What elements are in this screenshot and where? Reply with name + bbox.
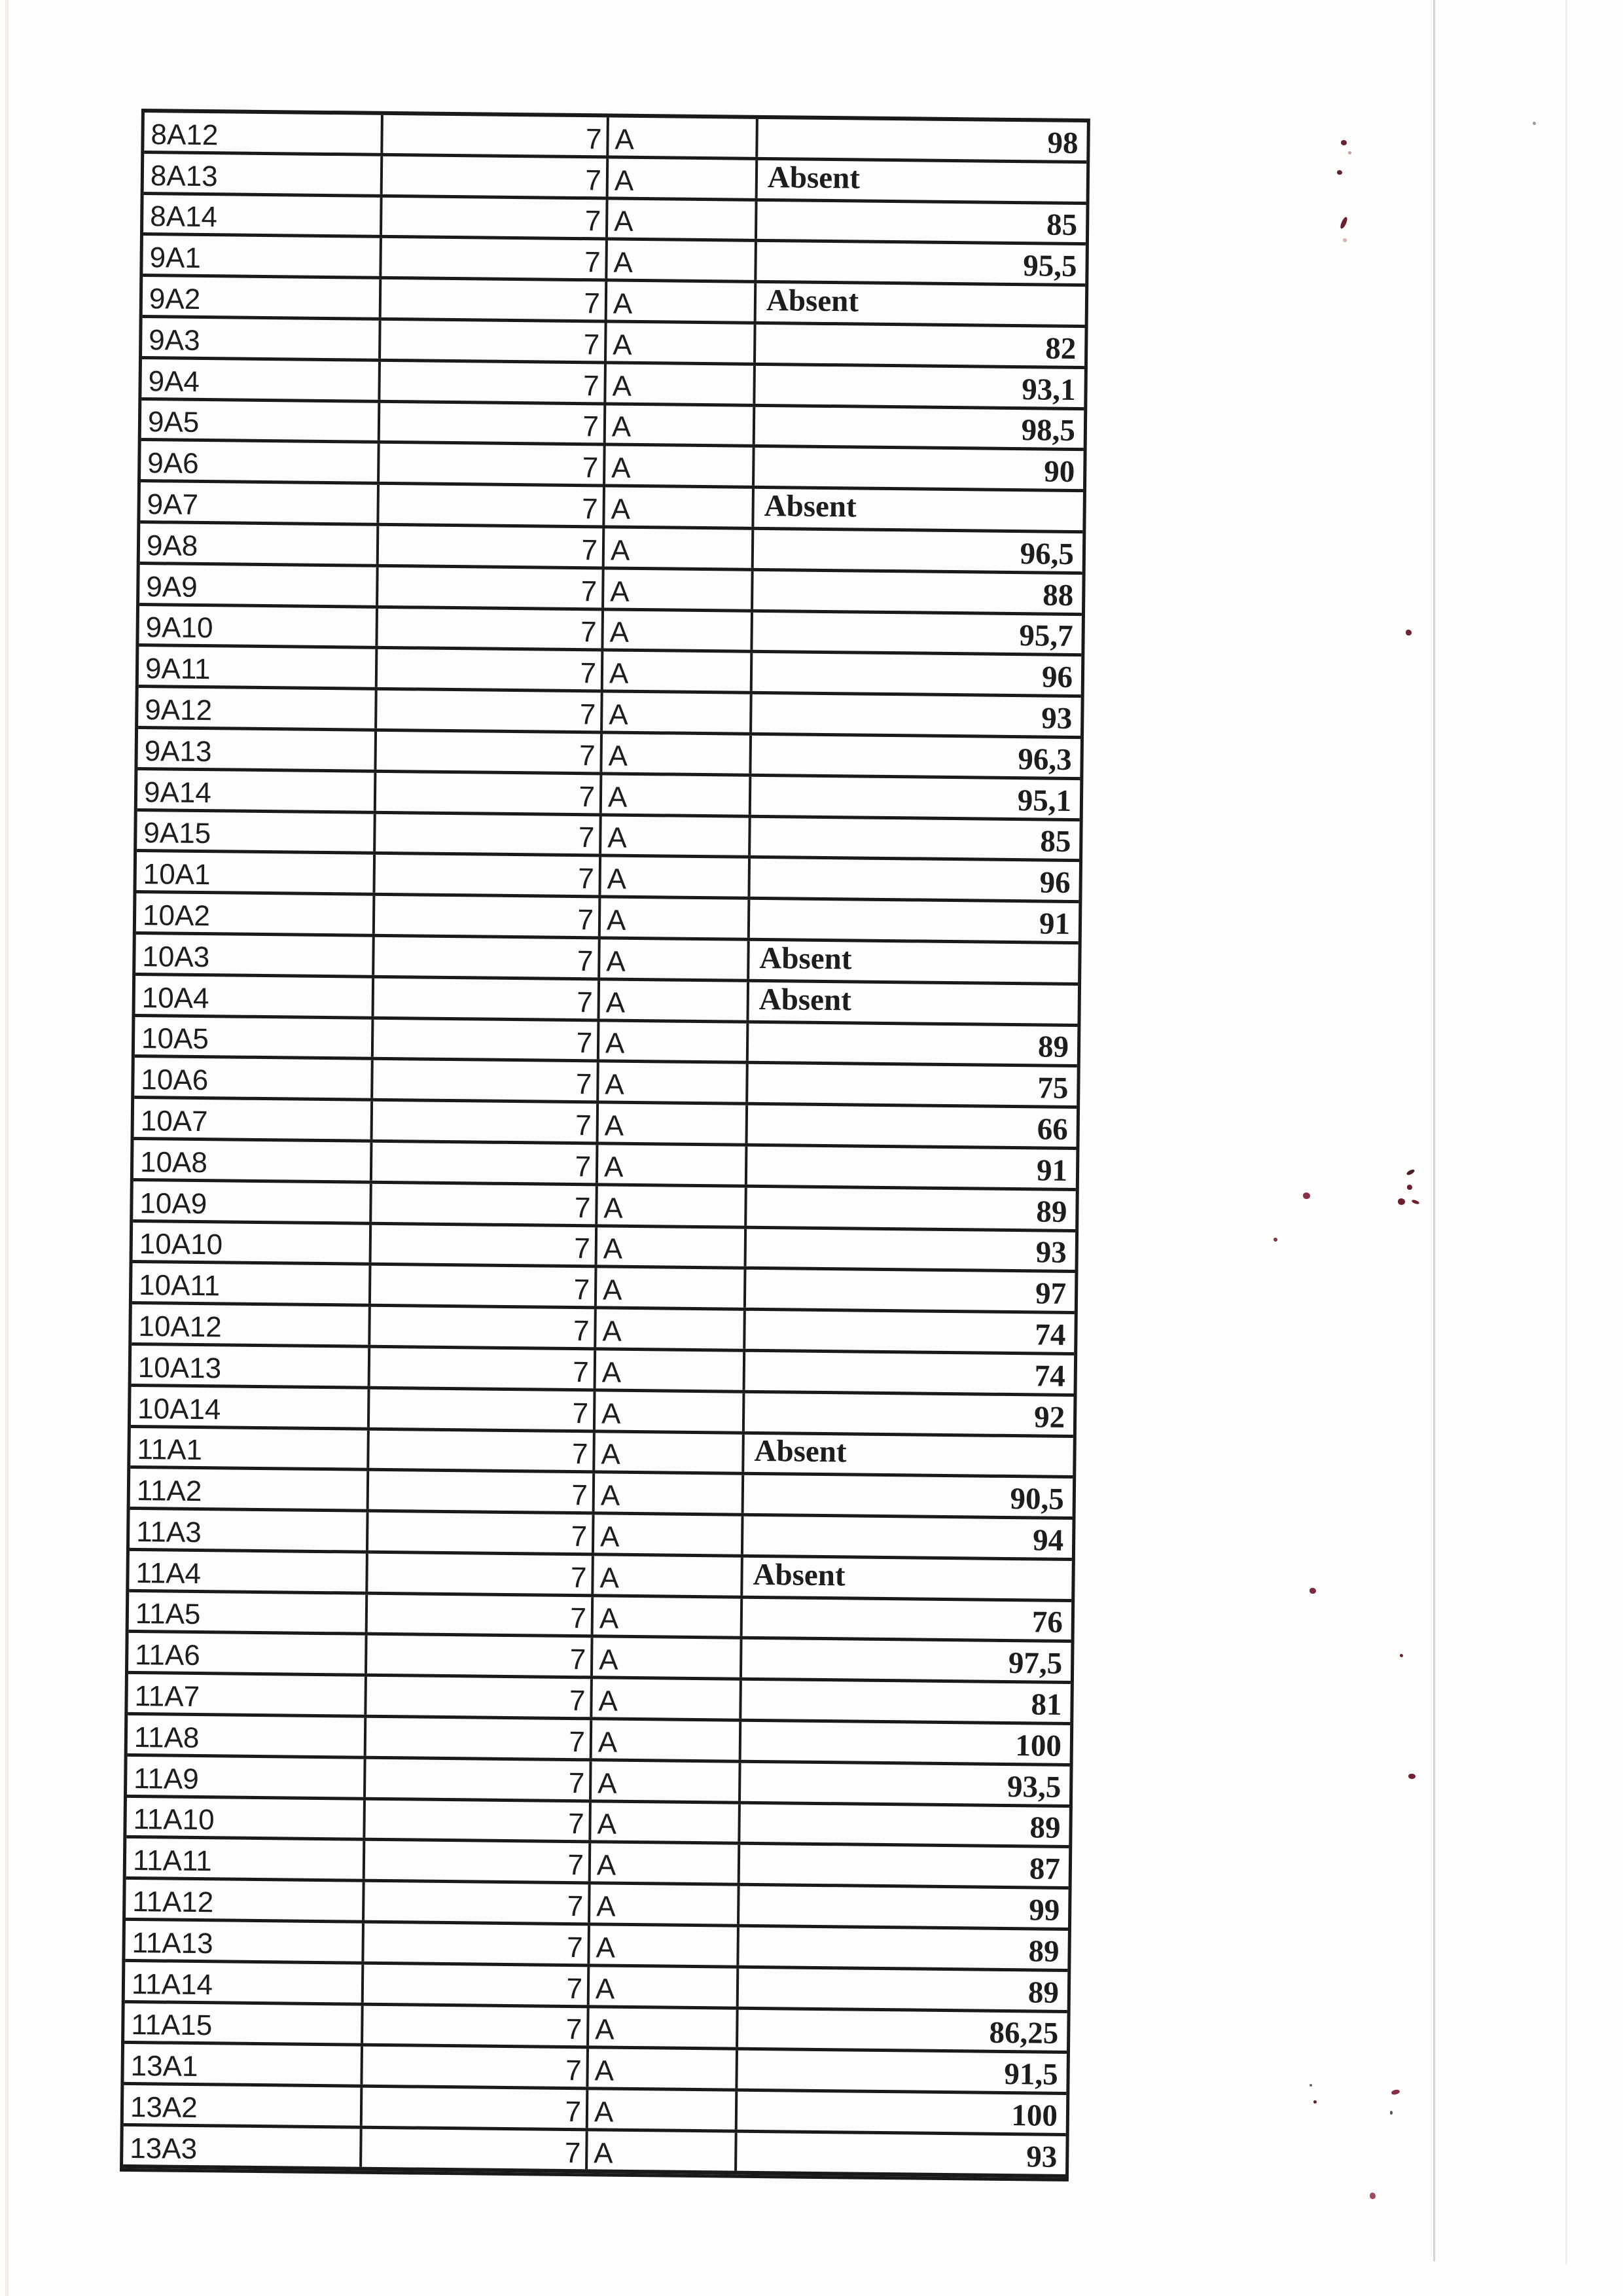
score-cell: 87: [1029, 1852, 1061, 1887]
grade-cell: 7: [370, 1307, 597, 1347]
absent-cell: Absent: [767, 160, 861, 196]
section-cell: A: [591, 1844, 741, 1883]
score-cell: 82: [1044, 331, 1077, 366]
student-id-cell: 10A4: [135, 976, 375, 1016]
grade-cell: 7: [366, 1759, 592, 1799]
grade-cell: 7: [372, 1184, 598, 1224]
score-cell: 97,5: [1008, 1646, 1063, 1681]
ink-speck: [1390, 2111, 1393, 2115]
grade-cell: 7: [372, 1143, 599, 1183]
grade-cell: 7: [364, 1965, 590, 2005]
section-cell: A: [592, 1679, 742, 1719]
score-cell: 96: [1041, 660, 1073, 695]
score-cell: 90: [1043, 454, 1075, 490]
student-id-cell: 10A2: [136, 893, 376, 934]
grade-cell: 7: [374, 978, 601, 1018]
grade-cell: 7: [378, 567, 605, 607]
ink-speck: [1391, 2089, 1400, 2095]
ink-speck: [1303, 1193, 1310, 1199]
section-cell: A: [603, 652, 753, 691]
section-cell: A: [597, 1227, 747, 1266]
score-cell: 86,25: [989, 2016, 1059, 2051]
score-cell: 66: [1037, 1112, 1069, 1147]
score-cell: 93: [1035, 1235, 1067, 1270]
section-cell: A: [596, 1391, 745, 1431]
grade-cell: 7: [382, 279, 608, 319]
ink-speck: [1400, 1654, 1403, 1657]
section-cell: A: [599, 980, 749, 1020]
section-cell: A: [590, 1885, 740, 1924]
section-cell: A: [605, 446, 755, 486]
section-cell: A: [592, 1720, 742, 1759]
grade-cell: 7: [365, 1800, 592, 1840]
grade-cell: 7: [369, 1430, 596, 1470]
score-cell: 93,1: [1022, 372, 1076, 407]
section-cell: A: [590, 1926, 740, 1965]
grade-cell: 7: [377, 691, 603, 730]
score-cell: 89: [1029, 1810, 1061, 1846]
grade-cell: 7: [369, 1471, 596, 1511]
student-id-cell: 11A14: [125, 1962, 365, 2003]
grade-cell: 7: [373, 1102, 599, 1141]
ink-speck: [1310, 1588, 1316, 1594]
student-id-cell: 11A4: [129, 1551, 368, 1592]
grade-cell: 7: [373, 1060, 599, 1100]
score-cell: 98,5: [1021, 413, 1076, 448]
ink-speck: [1274, 1238, 1277, 1242]
student-id-cell: 13A1: [124, 2044, 363, 2085]
score-cell: 99: [1028, 1893, 1060, 1928]
student-id-cell: 10A3: [135, 935, 375, 975]
absent-cell: Absent: [766, 283, 859, 319]
score-cell: 100: [1011, 2098, 1058, 2133]
student-id-cell: 11A13: [125, 1921, 365, 1962]
ink-speck: [1310, 2084, 1312, 2087]
score-cell: 75: [1037, 1071, 1069, 1106]
absent-cell: Absent: [758, 982, 852, 1017]
student-id-cell: 10A5: [135, 1017, 374, 1058]
grade-cell: 7: [383, 156, 609, 196]
section-cell: A: [607, 323, 757, 362]
student-id-cell: 11A1: [130, 1427, 370, 1468]
score-cell: 81: [1031, 1687, 1062, 1722]
table-row: [123, 2126, 1066, 2178]
score-cell: 96,3: [1018, 742, 1072, 777]
section-cell: A: [594, 1515, 744, 1554]
grade-cell: 7: [371, 1266, 597, 1306]
scan-fold-line: [1433, 0, 1435, 2261]
grade-cell: 7: [366, 1677, 593, 1717]
ink-speck: [1408, 1774, 1416, 1779]
grade-cell: 7: [367, 1636, 594, 1676]
score-cell: 91,5: [1004, 2057, 1058, 2092]
score-cell: 96,5: [1020, 536, 1075, 571]
ink-speck: [1339, 216, 1348, 229]
student-id-cell: 10A13: [132, 1346, 371, 1386]
section-cell: A: [597, 1186, 747, 1225]
student-id-cell: 8A13: [144, 154, 383, 194]
section-cell: A: [588, 2131, 738, 2170]
student-id-cell: 11A8: [128, 1715, 367, 1756]
section-cell: A: [594, 1556, 743, 1595]
score-cell: 89: [1027, 1975, 1060, 2010]
score-cell: 93: [1026, 2140, 1058, 2174]
student-id-cell: 9A11: [139, 647, 378, 687]
score-cell: 95,5: [1023, 249, 1077, 284]
student-id-cell: 11A7: [128, 1674, 367, 1715]
student-id-cell: 9A15: [137, 812, 376, 852]
grade-cell: 7: [368, 1513, 595, 1552]
grade-cell: 7: [378, 649, 604, 689]
grade-cell: 7: [365, 1882, 591, 1922]
paper-edge-line: [1565, 0, 1567, 2265]
grade-cell: 7: [376, 732, 603, 772]
grade-cell: 7: [370, 1389, 596, 1429]
score-cell: 76: [1031, 1605, 1063, 1640]
grade-cell: 7: [366, 1718, 593, 1758]
student-id-cell: 10A6: [134, 1058, 374, 1098]
grade-cell: 7: [376, 773, 603, 813]
section-cell: A: [609, 117, 758, 156]
student-id-cell: 9A14: [137, 770, 377, 811]
score-cell: 96: [1039, 865, 1071, 901]
section-cell: A: [606, 405, 756, 444]
grade-cell: 7: [375, 855, 601, 895]
student-id-cell: 10A14: [131, 1387, 370, 1427]
section-cell: A: [601, 816, 751, 855]
section-cell: A: [608, 200, 758, 239]
section-cell: A: [601, 857, 751, 897]
grade-cell: 7: [380, 362, 607, 402]
student-id-cell: 10A11: [132, 1263, 372, 1304]
absent-cell: Absent: [764, 489, 857, 524]
score-cell: 93,5: [1007, 1769, 1061, 1804]
ink-speck: [1348, 151, 1351, 154]
section-cell: A: [589, 2008, 739, 2047]
score-cell: 91: [1036, 1153, 1068, 1188]
section-cell: A: [603, 693, 753, 732]
student-id-cell: 11A2: [130, 1469, 370, 1509]
grade-cell: 7: [381, 321, 607, 361]
student-id-cell: 9A13: [137, 729, 377, 770]
absent-cell: Absent: [753, 1557, 846, 1593]
section-cell: A: [588, 2049, 738, 2089]
section-cell: A: [605, 488, 755, 527]
score-cell: 91: [1039, 906, 1071, 941]
absent-cell: Absent: [759, 941, 852, 977]
student-id-cell: 8A14: [143, 195, 383, 236]
section-cell: A: [607, 241, 757, 280]
score-cell: 92: [1033, 1399, 1065, 1435]
section-cell: A: [607, 282, 757, 321]
ink-speck: [1370, 2193, 1376, 2199]
student-id-cell: 9A4: [141, 359, 381, 400]
ink-speck: [1341, 140, 1347, 145]
student-id-cell: 10A9: [133, 1181, 372, 1222]
section-cell: A: [602, 734, 752, 773]
ink-speck: [1398, 1198, 1405, 1205]
section-cell: A: [600, 939, 750, 978]
student-id-cell: 13A3: [123, 2126, 363, 2167]
student-id-cell: 9A12: [138, 688, 378, 728]
section-cell: A: [609, 158, 758, 198]
results-table: [120, 109, 1090, 2181]
score-cell: 89: [1036, 1194, 1067, 1229]
section-cell: A: [596, 1350, 746, 1390]
student-id-cell: 9A7: [140, 482, 380, 523]
ink-speck: [1406, 1168, 1415, 1176]
student-id-cell: 11A10: [126, 1798, 366, 1839]
student-id-cell: 11A5: [129, 1592, 368, 1633]
student-id-cell: 9A1: [143, 236, 382, 276]
score-cell: 74: [1035, 1318, 1066, 1352]
student-id-cell: 9A2: [143, 277, 382, 317]
score-cell: 97: [1035, 1276, 1067, 1312]
student-id-cell: 13A2: [124, 2085, 363, 2126]
score-cell: 98: [1047, 126, 1079, 160]
student-id-cell: 11A15: [124, 2003, 364, 2044]
student-id-cell: 11A11: [126, 1839, 366, 1879]
score-cell: 95,7: [1019, 619, 1073, 654]
student-id-cell: 11A3: [130, 1510, 369, 1551]
section-cell: A: [591, 1803, 741, 1842]
section-cell: A: [599, 1104, 749, 1143]
section-cell: A: [588, 2090, 738, 2130]
section-cell: A: [597, 1268, 747, 1308]
ink-speck: [1407, 1185, 1412, 1190]
ink-speck: [1406, 630, 1412, 636]
ink-speck: [1343, 238, 1347, 242]
scan-edge-shadow: [5, 0, 9, 2296]
absent-cell: Absent: [754, 1434, 847, 1469]
section-cell: A: [599, 1063, 749, 1102]
grade-cell: 7: [372, 1225, 598, 1265]
student-id-cell: 10A7: [134, 1099, 374, 1139]
grade-cell: 7: [370, 1348, 597, 1388]
section-cell: A: [592, 1761, 741, 1801]
score-cell: 85: [1046, 207, 1078, 243]
student-id-cell: 9A5: [141, 401, 381, 441]
section-cell: A: [598, 1145, 748, 1184]
section-cell: A: [604, 569, 754, 609]
grade-cell: 7: [362, 2129, 588, 2169]
grade-cell: 7: [363, 2005, 590, 2045]
student-id-cell: 10A8: [134, 1140, 373, 1181]
grade-cell: 7: [363, 2088, 589, 2128]
grade-cell: 7: [380, 444, 606, 484]
grade-cell: 7: [375, 896, 601, 936]
student-id-cell: 9A6: [141, 441, 380, 482]
score-cell: 94: [1032, 1523, 1064, 1558]
score-cell: 85: [1040, 824, 1071, 859]
section-cell: A: [602, 775, 752, 814]
grade-cell: 7: [383, 115, 609, 155]
student-id-cell: 11A12: [126, 1880, 365, 1920]
grade-cell: 7: [365, 1841, 592, 1881]
score-cell: 90,5: [1010, 1482, 1065, 1516]
section-cell: A: [605, 528, 755, 567]
section-cell: A: [593, 1638, 743, 1677]
grade-cell: 7: [364, 1924, 590, 1964]
student-id-cell: 8A12: [144, 113, 383, 153]
score-cell: 89: [1028, 1934, 1060, 1969]
grade-cell: 7: [374, 937, 601, 977]
score-cell: 88: [1043, 578, 1074, 613]
student-id-cell: 10A12: [132, 1304, 371, 1345]
ink-speck: [1533, 122, 1536, 125]
section-cell: A: [596, 1309, 746, 1348]
grade-cell: 7: [363, 2047, 589, 2087]
ink-speck: [1412, 1199, 1420, 1205]
section-cell: A: [606, 364, 756, 403]
score-cell: 74: [1034, 1359, 1066, 1393]
student-id-cell: 9A8: [140, 524, 380, 564]
score-cell: 89: [1037, 1030, 1069, 1065]
grade-cell: 7: [382, 238, 608, 278]
grade-cell: 7: [379, 526, 605, 566]
grade-cell: 7: [376, 814, 602, 853]
student-id-cell: 10A10: [133, 1222, 372, 1263]
student-id-cell: 9A3: [142, 318, 382, 359]
grade-cell: 7: [368, 1554, 594, 1594]
student-id-cell: 11A9: [127, 1757, 366, 1797]
section-cell: A: [594, 1597, 743, 1636]
score-cell: 100: [1015, 1728, 1062, 1763]
grade-cell: 7: [374, 1019, 600, 1059]
section-cell: A: [595, 1433, 745, 1472]
grade-cell: 7: [382, 197, 609, 237]
student-id-cell: 9A10: [139, 606, 378, 647]
score-cell: 95,1: [1017, 783, 1072, 818]
section-cell: A: [590, 1967, 740, 2006]
ink-speck: [1313, 2100, 1317, 2104]
section-cell: A: [599, 1022, 749, 1061]
table-body: [123, 113, 1087, 2178]
ink-speck: [1337, 170, 1342, 175]
section-cell: A: [595, 1474, 745, 1513]
grade-cell: 7: [379, 485, 605, 525]
grade-cell: 7: [378, 608, 604, 648]
score-cell: 93: [1041, 701, 1073, 736]
grade-cell: 7: [368, 1594, 594, 1634]
student-id-cell: 11A6: [128, 1633, 368, 1674]
student-id-cell: 10A1: [136, 852, 376, 893]
section-cell: A: [603, 611, 753, 650]
grade-cell: 7: [380, 403, 607, 442]
student-id-cell: 9A9: [139, 565, 379, 605]
section-cell: A: [601, 899, 751, 938]
